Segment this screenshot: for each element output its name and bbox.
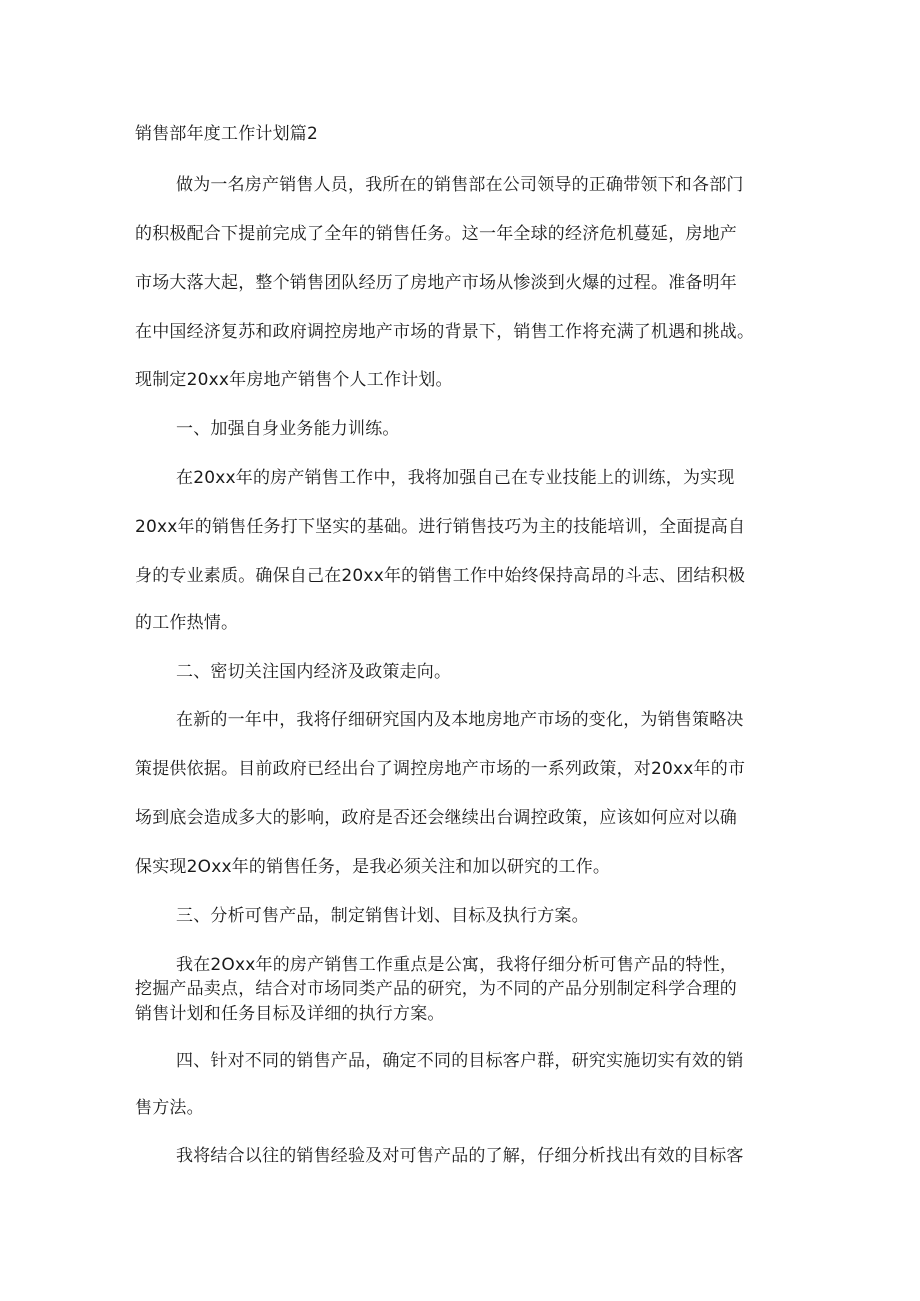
paragraph-line: 的积极配合下提前完成了全年的销售任务。这一年全球的经济危机蔓延，房地产 <box>135 224 737 244</box>
section-heading: 四、针对不同的销售产品，确定不同的目标客户群，研究实施切实有效的销 <box>176 1051 744 1071</box>
paragraph-line: 保实现2Oxx年的销售任务，是我必须关注和加以研究的工作。 <box>135 857 611 877</box>
paragraph-line: 销售计划和任务目标及详细的执行方案。 <box>135 1004 445 1024</box>
paragraph-line: 在20xx年的房产销售工作中，我将加强自己在专业技能上的训练，为实现 <box>176 468 735 488</box>
paragraph-line: 做为一名房产销售人员，我所在的销售部在公司领导的正确带领下和各部门 <box>176 175 744 195</box>
paragraph-line: 挖掘产品卖点，结合对市场同类产品的研究，为不同的产品分别制定科学合理的 <box>135 979 737 999</box>
document-title: 销售部年度工作计划篇2 <box>135 124 319 144</box>
paragraph-line: 我将结合以往的销售经验及对可售产品的了解，仔细分析找出有效的目标客 <box>176 1146 744 1166</box>
section-heading: 一、加强自身业务能力训练。 <box>176 419 400 439</box>
paragraph-line: 现制定20xx年房地产销售个人工作计划。 <box>135 370 453 390</box>
section-heading: 售方法。 <box>135 1098 204 1118</box>
paragraph-line: 策提供依据。目前政府已经出台了调控房地产市场的一系列政策，对20xx年的市 <box>135 759 746 779</box>
section-heading: 三、分析可售产品，制定销售计划、目标及执行方案。 <box>176 906 589 926</box>
paragraph-line: 我在2Oxx年的房产销售工作重点是公寓，我将仔细分析可售产品的特性， <box>176 955 738 975</box>
paragraph-line: 在新的一年中，我将仔细研究国内及本地房地产市场的变化，为销售策略决 <box>176 710 744 730</box>
paragraph-line: 在中国经济复苏和政府调控房地产市场的背景下，销售工作将充满了机遇和挑战。 <box>135 322 755 342</box>
paragraph-line: 20xx年的销售任务打下坚实的基础。进行销售技巧为主的技能培训，全面提高自 <box>135 517 746 537</box>
paragraph-line: 场到底会造成多大的影响，政府是否还会继续出台调控政策，应该如何应对以确 <box>135 808 737 828</box>
section-heading: 二、密切关注国内经济及政策走向。 <box>176 662 452 682</box>
paragraph-line: 的工作热情。 <box>135 613 239 633</box>
paragraph-line: 市场大落大起，整个销售团队经历了房地产市场从惨淡到火爆的过程。准备明年 <box>135 273 737 293</box>
paragraph-line: 身的专业素质。确保自己在20xx年的销售工作中始终保持高昂的斗志、团结积极 <box>135 566 746 586</box>
